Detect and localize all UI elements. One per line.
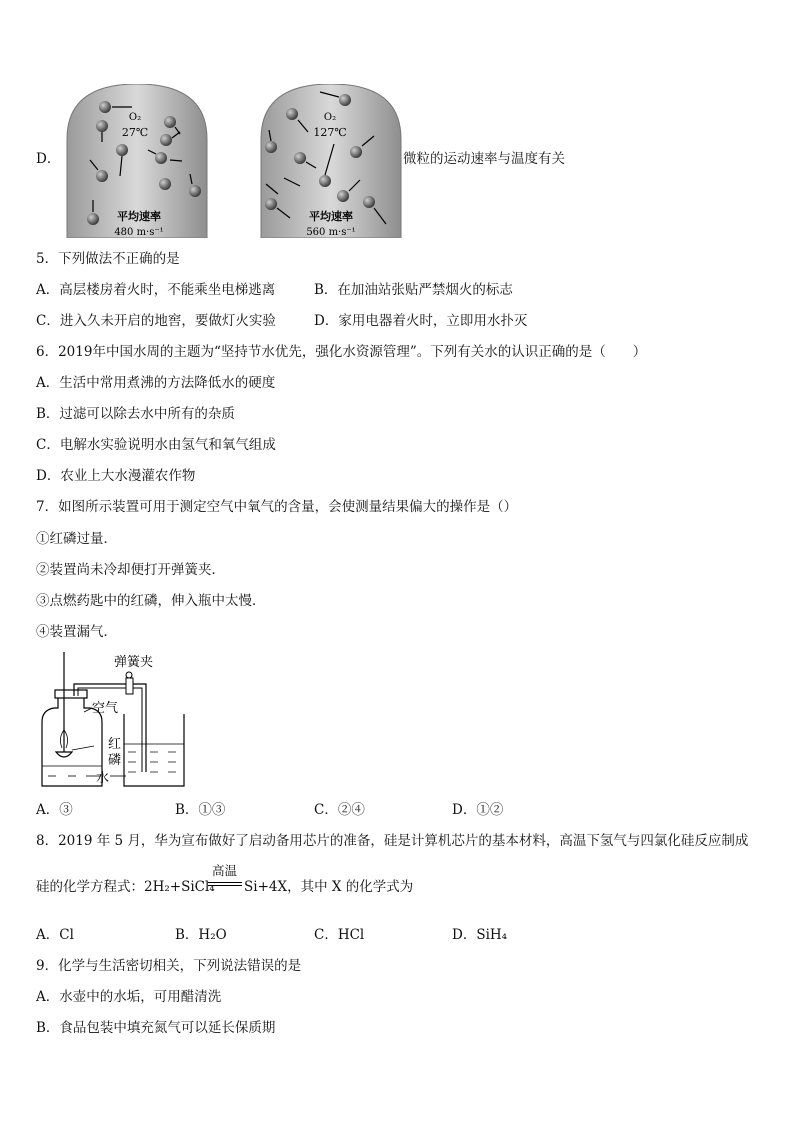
q9-option-b: B．食品包装中填充氮气可以延长保质期: [36, 1020, 276, 1036]
air-label: 空气: [92, 701, 119, 716]
q8-reaction-condition: 高温: [212, 863, 238, 878]
q8-option-d: D．SiH₄: [452, 927, 508, 943]
q8-stem-prefix: 硅的化学方程式：2H₂+SiCl₄: [36, 879, 215, 895]
water-label: 水: [96, 771, 110, 786]
temperature-label: 127℃: [313, 126, 347, 139]
q7-option-d: D．①②: [452, 802, 504, 818]
q4-option-d-caption: 微粒的运动速率与温度有关: [403, 151, 565, 167]
q8-stem-suffix: Si+4X，其中 X 的化学式为: [244, 879, 414, 895]
clamp-label: 弹簧夹: [114, 655, 154, 670]
phosphorus-label-1: 红: [108, 737, 122, 752]
q7-item-3: ③点燃药匙中的红磷，伸入瓶中太慢．: [36, 593, 266, 609]
q5-option-d: D．家用电器着火时，立即用水扑灭: [314, 313, 528, 329]
q6-option-a: A．生活中常用煮沸的方法降低水的硬度: [36, 375, 276, 391]
q7-item-1: ①红磷过量．: [36, 531, 117, 547]
rate-value: 480 m·s⁻¹: [114, 227, 164, 238]
q9-option-a: A．水壶中的水垢，可用醋清洗: [36, 989, 222, 1005]
rate-value: 560 m·s⁻¹: [306, 227, 356, 238]
q4-option-d-letter: D．: [36, 151, 61, 167]
q5-option-b: B．在加油站张贴严禁烟火的标志: [314, 282, 513, 298]
gas-label: O₂: [323, 112, 337, 123]
q5-option-a: A．高层楼房着火时，不能乘坐电梯逃离: [36, 282, 276, 298]
molecule-figure-127c: [256, 84, 406, 238]
gas-label: O₂: [128, 112, 142, 123]
q8-option-a: A．Cl: [36, 927, 74, 943]
phosphorus-label-2: 磷: [108, 753, 122, 768]
rate-label: 平均速率: [117, 210, 161, 223]
q6-option-b: B．过滤可以除去水中所有的杂质: [36, 406, 235, 422]
q8-stem-line1: 8．2019 年 5 月，华为宣布做好了启动备用芯片的准备，硅是计算机芯片的基本材料，高温下氢气与四氯化硅反应制成: [36, 833, 749, 849]
q6-option-d: D．农业上大水漫灌农作物: [36, 468, 196, 484]
q5-option-c: C．进入久未开启的地窖，要做灯火实验: [36, 313, 276, 329]
q8-equation-bar-2: [208, 885, 242, 886]
q8-equation-bar: [208, 882, 242, 883]
q8-option-b: B．H₂O: [175, 927, 227, 943]
oxygen-measurement-apparatus: [38, 652, 188, 788]
rate-label: 平均速率: [309, 210, 353, 223]
q7-option-b: B．①③: [175, 802, 226, 818]
q7-item-4: ④装置漏气．: [36, 624, 117, 640]
q8-option-c: C．HCl: [314, 927, 365, 943]
q6-option-c: C．电解水实验说明水由氢气和氧气组成: [36, 437, 276, 453]
q5-stem: 5．下列做法不正确的是: [36, 251, 180, 267]
q7-option-c: C．②④: [314, 802, 365, 818]
temperature-label: 27℃: [121, 126, 149, 139]
q7-stem: 7．如图所示装置可用于测定空气中氧气的含量，会使测量结果偏大的操作是（）: [36, 499, 518, 515]
q6-stem: 6．2019年中国水周的主题为“坚持节水优先，强化水资源管理”。下列有关水的认识正确的是（ ）: [36, 344, 647, 360]
molecule-figure-27c: [62, 84, 212, 238]
q7-option-a: A．③: [36, 802, 73, 818]
q7-item-2: ②装置尚未冷却便打开弹簧夹．: [36, 562, 225, 578]
q9-stem: 9．化学与生活密切相关，下列说法错误的是: [36, 958, 302, 974]
